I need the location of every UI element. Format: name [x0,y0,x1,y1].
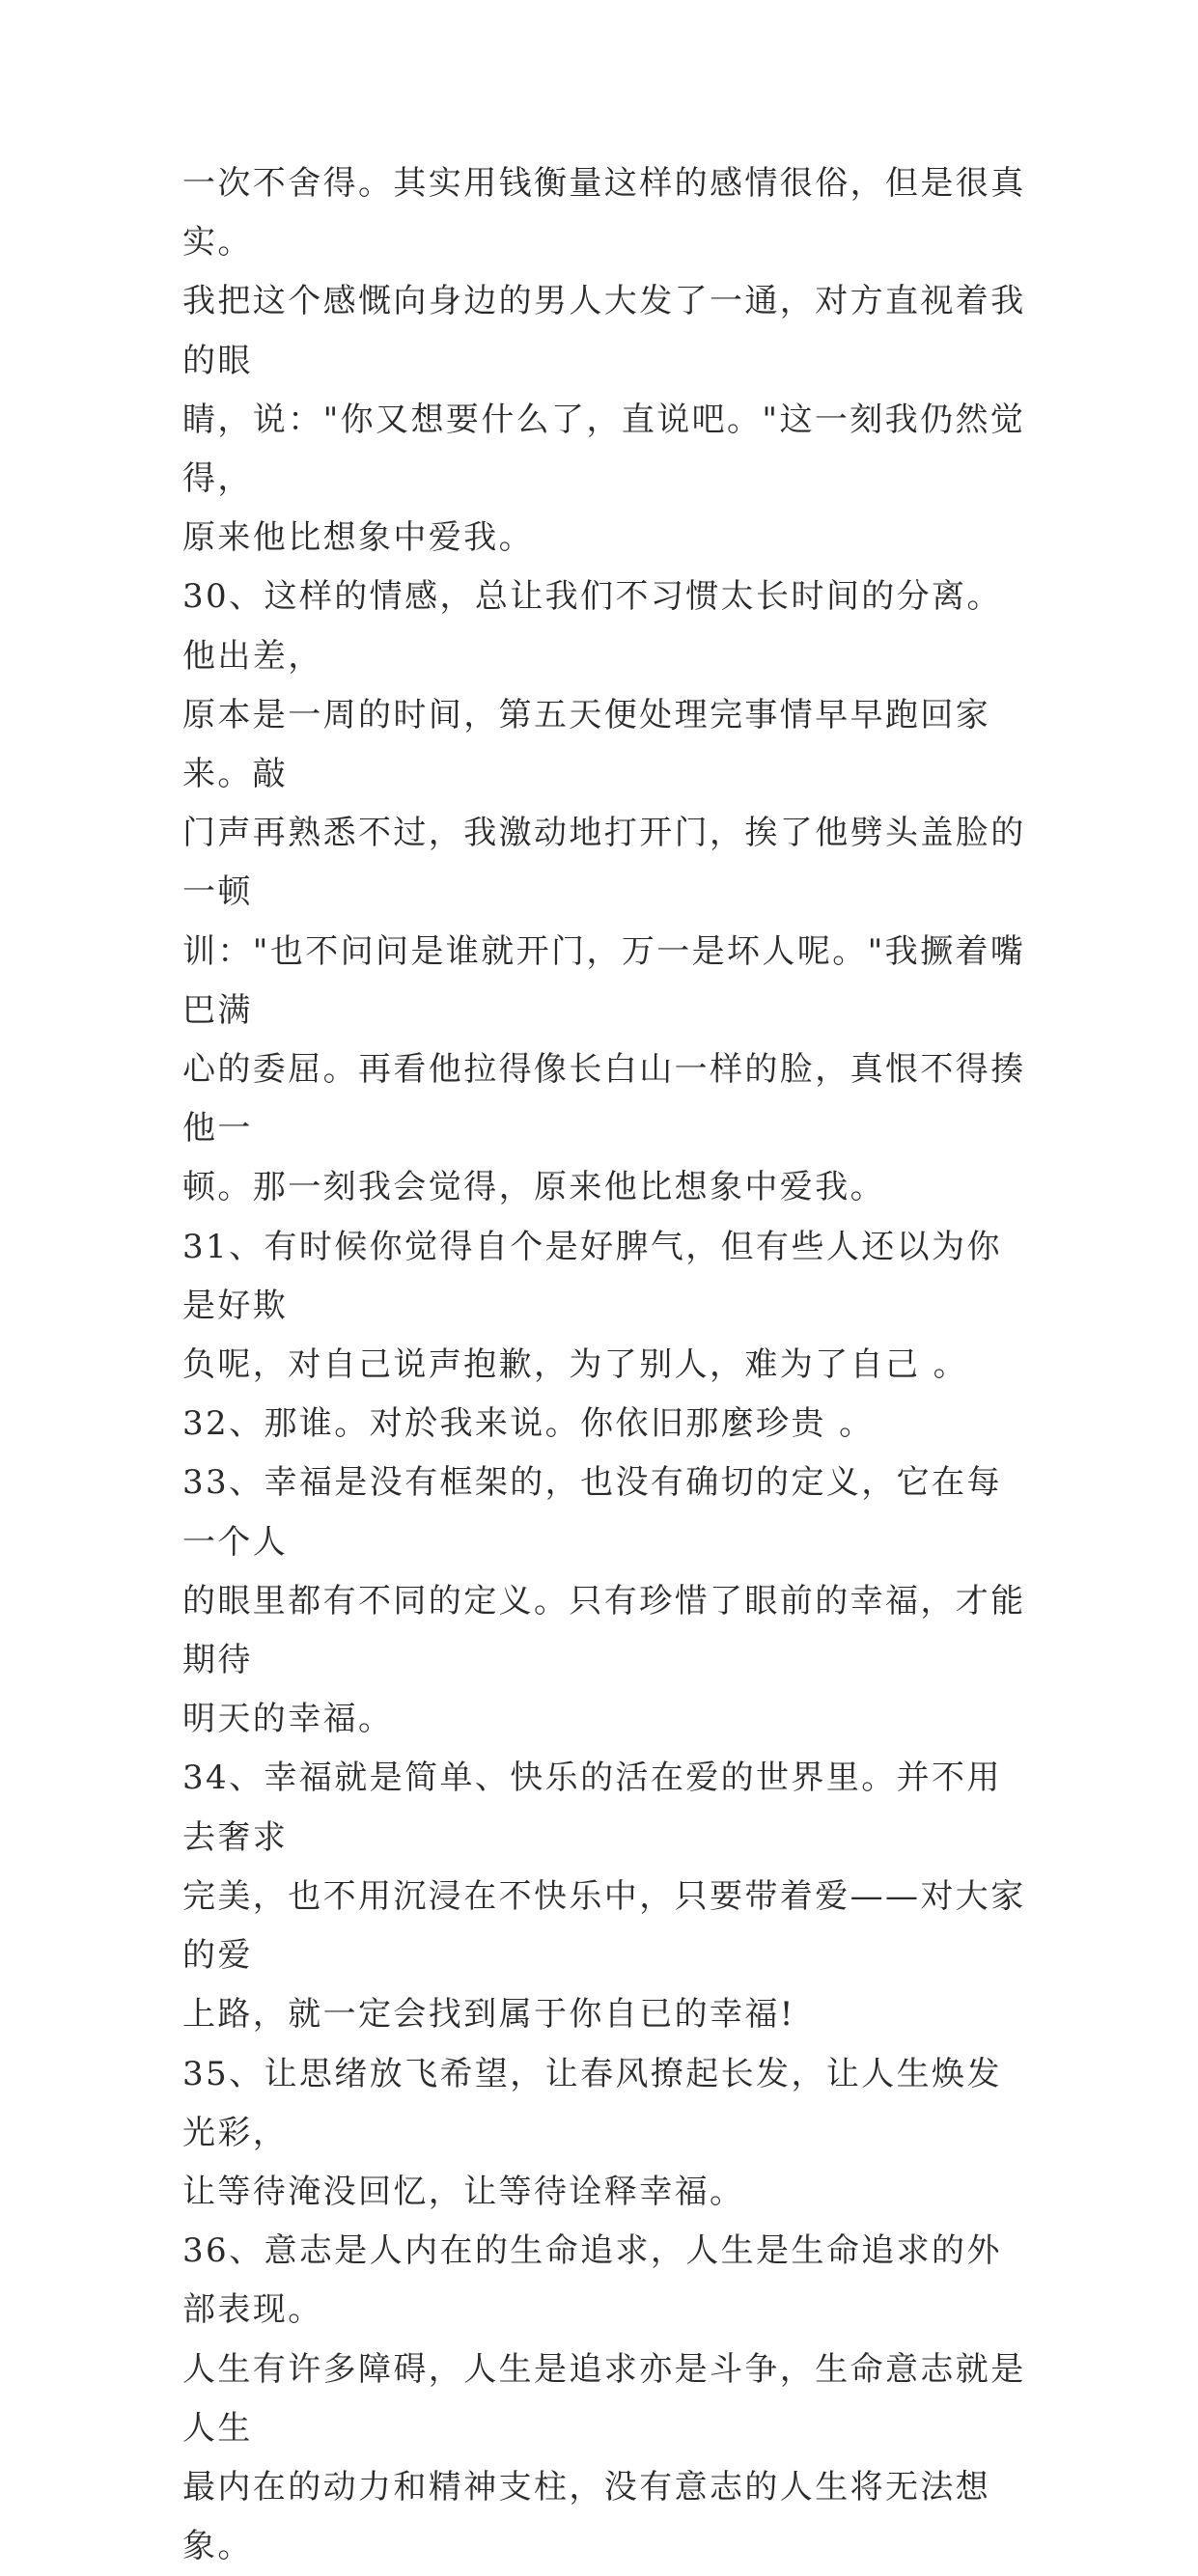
paragraph-36: 36、意志是人内在的生命追求，人生是生命追求的外部表现。 人生有许多障碍，人生是追求亦是斗争，生命意志就是人生 最内在的动力和精神支柱，没有意志的人生将无法想象。 [182,2231,1026,2566]
paragraph-34: 34、幸福就是简单、快乐的活在爱的世界里。并不用去奢求 完美，也不用沉浸在不快乐中，只要带着爱——对大家的爱 上路，就一定会找到属于你自已的幸福! [182,1759,1026,2035]
document-body [182,154,1032,2576]
paragraph-31: 31、有时候你觉得自个是好脾气，但有些人还以为你是好欺 负呢，对自己说声抱歉，为了别人，难为了自己 。 [182,1227,1002,1385]
paragraph-35: 35、让思绪放飞希望，让春风撩起长发，让人生焕发光彩， 让等待淹没回忆，让等待诠释幸福。 [182,2054,1002,2211]
paragraph-continuation: 一次不舍得。其实用钱衡量这样的感情很俗，但是很真实。 我把这个感慨向身边的男人大发了一通，对方直视着我的眼 睛，说："你又想要什么了，直说吧。"这一刻我仍然觉得， 原来他比想象中爱我。 [182,164,1026,558]
paragraph-30: 30、这样的情感，总让我们不习惯太长时间的分离。他出差， 原本是一周的时间，第五天便处理完事情早早跑回家来。敲 门声再熟悉不过，我激动地打开门，挨了他劈头盖脸的一顿 训："也不问问是谁就开门，万一是坏人呢。"我撅着嘴巴满 心的委屈。再看他拉得像长白山一样的脸，真恨不得揍他一 顿。那一刻我会觉得，原来他比想象中爱我。 [182,577,1026,1207]
paragraph-33: 33、幸福是没有框架的，也没有确切的定义，它在每一个人 的眼里都有不同的定义。只有珍惜了眼前的幸福，才能期待 明天的幸福。 [182,1463,1026,1739]
paragraph-32: 32、那谁。对於我来说。你依旧那麼珍贵 。 [182,1404,875,1444]
